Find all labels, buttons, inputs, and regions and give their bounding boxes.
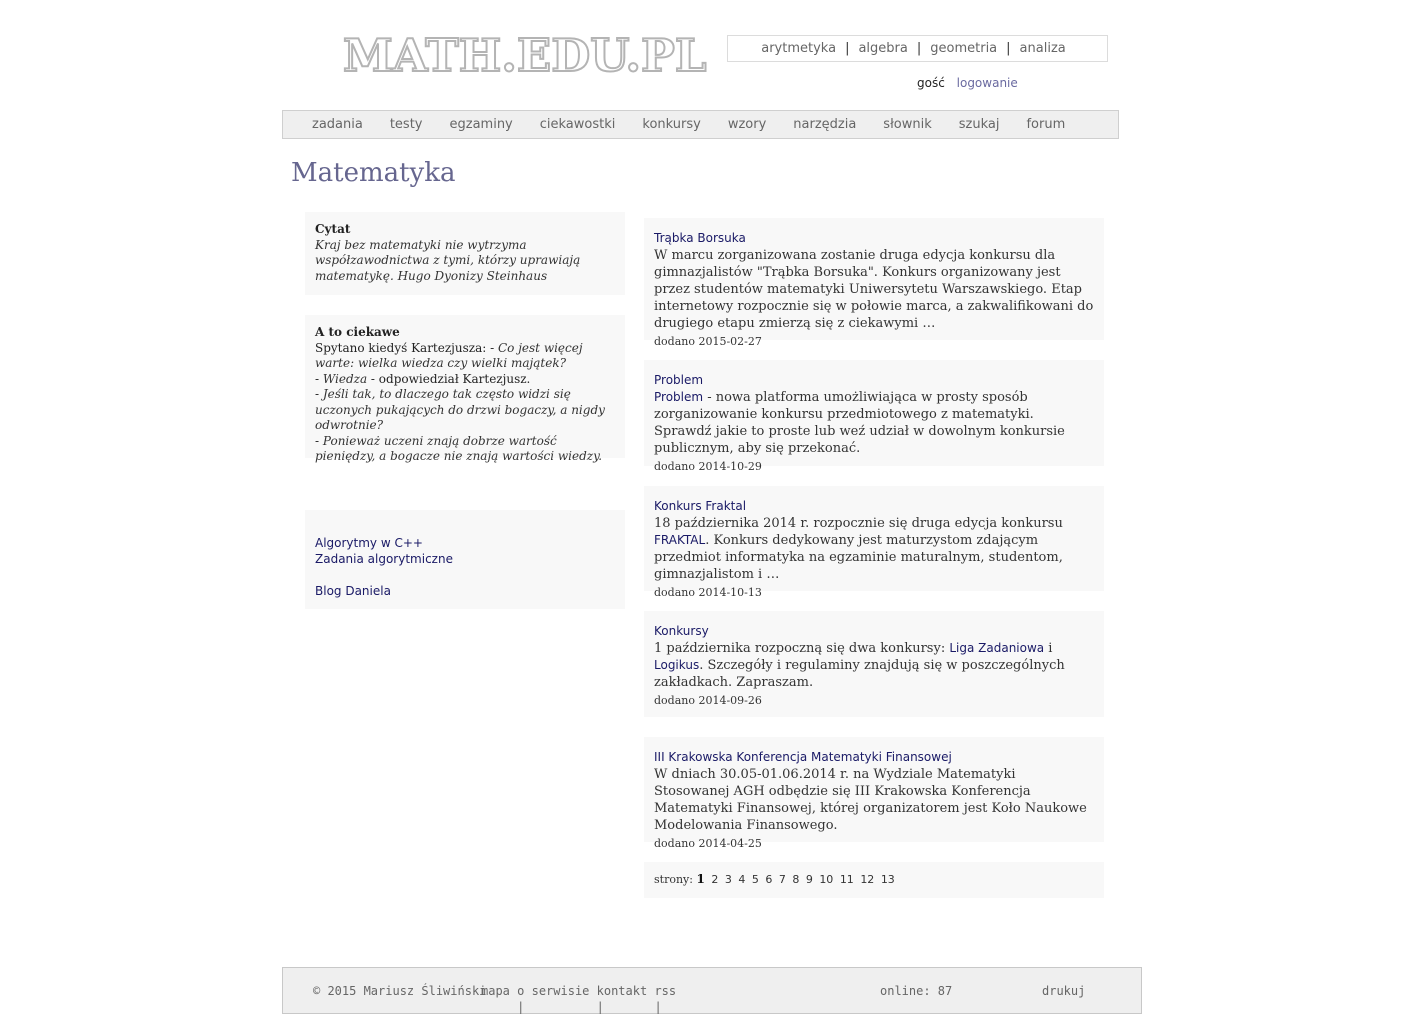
news-body (654, 389, 1094, 457)
news-title[interactable]: III Krakowska Konferencja Matematyki Finansowej (654, 750, 952, 764)
footer-link-kontakt[interactable]: kontakt (596, 984, 648, 998)
login-link[interactable]: logowanie (956, 76, 1018, 90)
footer-link-rss[interactable]: rss (654, 984, 677, 998)
user-status: gość (917, 76, 945, 90)
site-logo[interactable]: MATH.EDU.PL (343, 29, 707, 82)
page-link[interactable]: 11 (839, 873, 854, 886)
footer-link-mapa[interactable]: mapa (481, 984, 510, 998)
news-title[interactable]: Problem (654, 373, 704, 387)
topnav-separator: | (916, 41, 922, 56)
topnav-analiza[interactable]: analiza (1019, 41, 1066, 56)
footer-links (481, 984, 677, 1014)
topnav-separator: | (845, 41, 850, 56)
footer-link-o-serwisie[interactable]: o serwisie (517, 984, 590, 998)
news-body-text: 1 października rozpoczną się dwa konkursy: (654, 641, 950, 656)
topnav-geometria[interactable]: geometria (930, 41, 998, 56)
curiosity-box (305, 315, 625, 463)
page-link[interactable]: 13 (880, 873, 895, 886)
page-link[interactable]: 7 (778, 873, 786, 886)
curiosity-text (315, 341, 615, 465)
quote-box (305, 212, 625, 295)
news-body-link[interactable]: Liga Zadaniowa (949, 641, 1045, 655)
news-item (644, 611, 1104, 717)
news-title[interactable]: Trąbka Borsuka (654, 231, 746, 245)
menu-item-zadania[interactable]: zadania (312, 117, 363, 132)
page-current: 1 (696, 872, 705, 886)
news-item (644, 486, 1104, 599)
news-item (644, 360, 1104, 473)
main-menu (282, 110, 1119, 139)
menu-item-narzedzia[interactable]: narzędzia (793, 117, 857, 132)
link-zadania-algorytmiczne[interactable]: Zadania algorytmiczne (315, 552, 453, 566)
menu-item-forum[interactable]: forum (1026, 117, 1066, 132)
menu-item-slownik[interactable]: słownik (883, 117, 932, 132)
menu-item-wzory[interactable]: wzory (727, 117, 767, 132)
news-body-text: 18 października 2014 r. rozpocznie się druga edycja konkursu (654, 516, 1063, 531)
link-algorytmy-cpp[interactable]: Algorytmy w C++ (315, 536, 423, 550)
curiosity-line3-italic: Jeśli tak, to dlaczego tak często widzi się uczonych pukających do drzwi bogaczy, a nigdy odwrotnie? (315, 387, 605, 432)
curiosity-dash: - (315, 433, 323, 448)
page-link[interactable]: 12 (860, 873, 875, 886)
news-date: dodano 2014-09-26 (654, 694, 762, 707)
curiosity-line4-italic: Ponieważ uczeni znają dobrze wartość pieniędzy, a bogacze nie znają wartości wiedzy. (315, 433, 603, 463)
news-title[interactable]: Konkursy (654, 624, 709, 638)
footer-separator: | (596, 1000, 604, 1014)
print-link[interactable]: drukuj (1042, 984, 1086, 998)
news-date: dodano 2014-10-13 (654, 586, 762, 599)
curiosity-line1-plain: Spytano kiedyś Kartezjusza: - (315, 340, 498, 355)
page-link[interactable]: 2 (711, 873, 719, 886)
topnav-arytmetyka[interactable]: arytmetyka (761, 41, 837, 56)
page-link[interactable]: 10 (819, 873, 834, 886)
curiosity-dash: - (315, 371, 323, 386)
news-body-text: . Szczegóły i regulaminy znajdują się w poszczególnych zakładkach. Zapraszam. (654, 658, 1065, 690)
news-item (644, 218, 1104, 348)
menu-item-egzaminy[interactable]: egzaminy (449, 117, 513, 132)
curiosity-heading: A to ciekawe (315, 325, 400, 339)
page-link[interactable]: 3 (724, 873, 732, 886)
news-body-link[interactable]: FRAKTAL (654, 533, 706, 547)
page-link[interactable]: 9 (805, 873, 813, 886)
menu-item-testy[interactable]: testy (389, 117, 423, 132)
news-item (644, 737, 1104, 850)
menu-item-ciekawostki[interactable]: ciekawostki (539, 117, 616, 132)
pagination-label: strony: (654, 873, 693, 886)
news-body-text: - nowa platforma umożliwiająca w prosty sposób zorganizowanie konkursu przedmiotowego z matematyki. Sprawdź jakie to proste lub weź udział w dowolnym konkursie publicznym, aby się przekonać. (654, 390, 1065, 456)
menu-item-konkursy[interactable]: konkursy (642, 117, 701, 132)
curiosity-dash: - (315, 387, 323, 401)
footer-copyright: © 2015 Mariusz Śliwiński (313, 984, 487, 998)
page-link[interactable]: 8 (792, 873, 800, 886)
news-body-link[interactable]: Logikus (654, 658, 700, 672)
quote-text: Kraj bez matematyki nie wytrzyma współzawodnictwa z tymi, którzy uprawiają matematykę. Hugo Dyonizy Steinhaus (315, 237, 581, 283)
page-link[interactable]: 4 (738, 873, 746, 886)
online-counter: online: 87 (880, 984, 953, 998)
page-title: Matematyka (291, 158, 456, 188)
link-blog-daniela[interactable]: Blog Daniela (315, 584, 391, 598)
news-body: W dniach 30.05-01.06.2014 r. na Wydziale Matematyki Stosowanej AGH odbędzie się III Krakowska Konferencja Matematyki Finansowej, której organizatorem jest Koło Naukowe Modelowania Finansowego. (654, 767, 1087, 833)
quote-heading: Cytat (315, 222, 351, 236)
page-link[interactable]: 5 (751, 873, 759, 886)
curiosity-line2-plain: - odpowiedział Kartezjusz. (367, 371, 531, 386)
curiosity-line1-italic: Co jest więcej warte: wielka wiedza czy wielki majątek? (315, 340, 583, 370)
page-link[interactable]: 6 (765, 873, 773, 886)
news-body-text: . Konkurs dedykowany jest maturzystom zdającym przedmiot informatyka na egzaminie maturalnym, studentom, gimnazjalistom i … (654, 533, 1063, 582)
news-date: dodano 2015-02-27 (654, 335, 762, 348)
menu-item-szukaj[interactable]: szukaj (958, 117, 1000, 132)
topnav-separator: | (1006, 41, 1011, 56)
topnav-algebra[interactable]: algebra (858, 41, 908, 56)
news-body-link[interactable]: Problem (654, 390, 704, 404)
news-date: dodano 2014-04-25 (654, 837, 762, 850)
pagination (644, 862, 1104, 898)
news-title[interactable]: Konkurs Fraktal (654, 499, 747, 513)
news-date: dodano 2014-10-29 (654, 460, 762, 473)
top-nav (727, 35, 1108, 62)
news-body: W marcu zorganizowana zostanie druga edycja konkursu dla gimnazjalistów "Trąbka Borsuka". Konkurs organizowany jest przez studentów matematyki Uniwersytetu Warszawskiego. Etap internetowy rozpocznie się w połowie marca, a zakwalifikowani do drugiego etapu zmierzą się z ciekawymi … (654, 248, 1094, 331)
user-bar (917, 76, 1018, 90)
footer (282, 967, 1142, 1014)
links-box (305, 510, 625, 609)
news-body-text: i (1044, 641, 1053, 656)
footer-separator: | (517, 1000, 525, 1014)
news-body (654, 640, 1094, 691)
news-body (654, 515, 1094, 583)
curiosity-line2-italic: Wiedza (322, 371, 368, 386)
footer-separator: | (654, 1000, 662, 1014)
